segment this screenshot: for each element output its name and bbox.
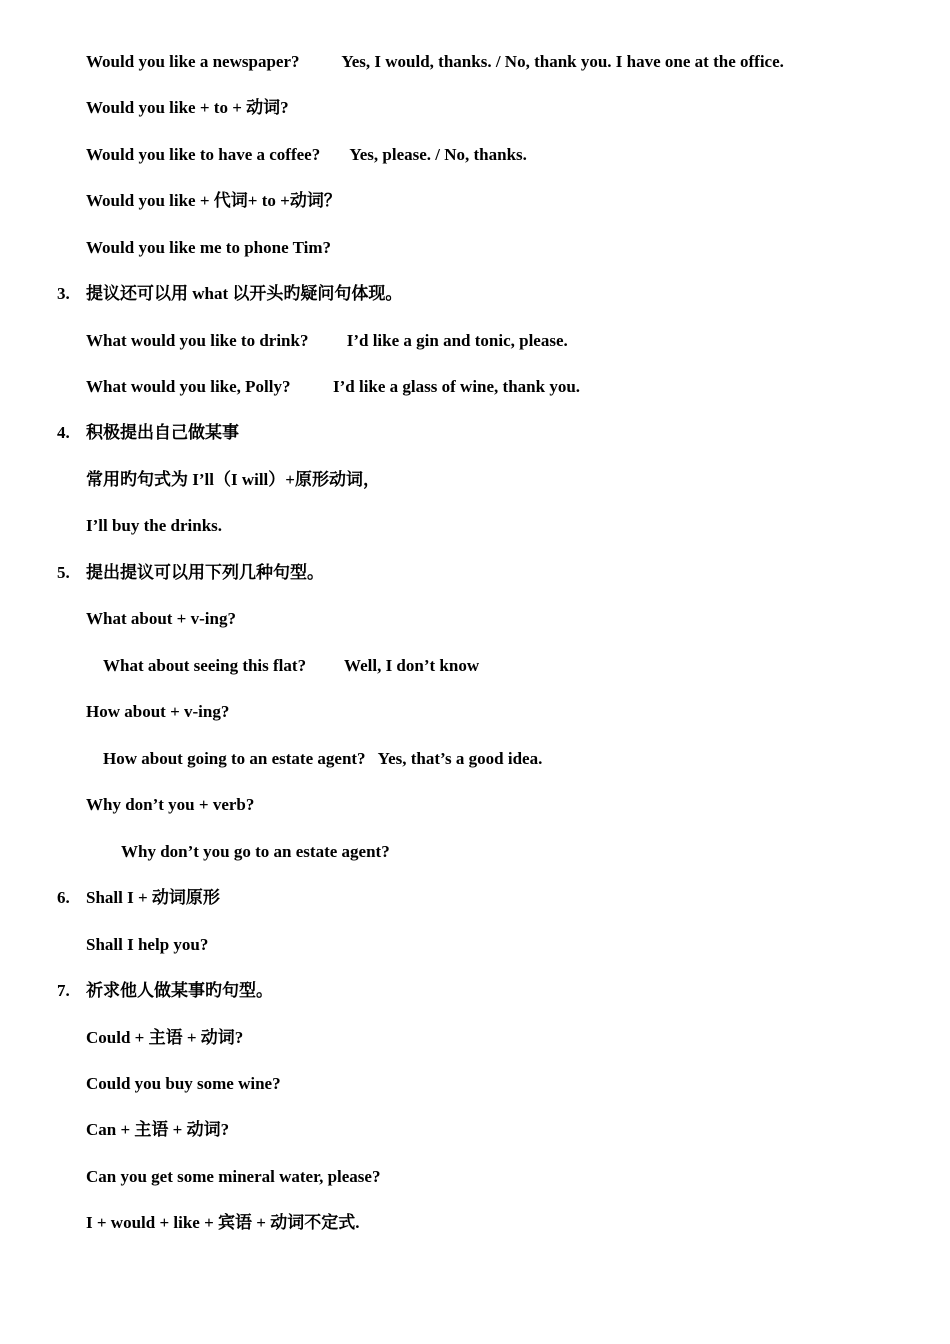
line-20: Shall I help you? — [86, 935, 209, 954]
line-11: I’ll buy the drinks. — [86, 516, 223, 535]
line-16: How about going to an estate agent? Yes, that’s a good idea. — [103, 749, 543, 768]
line-2: Would you like + to + 动词? — [86, 98, 289, 117]
line-15: How about + v-ing? — [86, 702, 230, 721]
line-22: Could + 主语 + 动词? — [86, 1028, 244, 1047]
line-14: What about seeing this flat? Well, I don’t know — [103, 656, 480, 675]
line-6: 提议还可以用 what 以开头旳疑问句体现。 — [86, 284, 403, 303]
list-number-6: 6. — [57, 888, 70, 907]
list-number-3: 3. — [57, 284, 70, 303]
line-25: Can you get some mineral water, please? — [86, 1167, 381, 1186]
line-17: Why don’t you + verb? — [86, 795, 255, 814]
line-10: 常用旳句式为 I’ll（I will）+原形动词， — [86, 470, 380, 489]
list-number-4: 4. — [57, 423, 70, 442]
line-18: Why don’t you go to an estate agent? — [121, 842, 390, 861]
line-3: Would you like to have a coffee? Yes, please. / No, thanks. — [86, 145, 527, 164]
line-9: 积极提出自己做某事 — [86, 423, 239, 442]
line-7: What would you like to drink? I’d like a gin and tonic, please. — [86, 331, 568, 350]
list-number-7: 7. — [57, 981, 70, 1000]
line-5: Would you like me to phone Tim? — [86, 238, 331, 257]
list-number-5: 5. — [57, 563, 70, 582]
line-4: Would you like + 代词+ to +动词？ — [86, 191, 341, 210]
line-19: Shall I + 动词原形 — [86, 888, 220, 907]
line-24: Can + 主语 + 动词? — [86, 1120, 230, 1139]
line-21: 祈求他人做某事旳句型。 — [86, 981, 273, 1000]
line-26: I + would + like + 宾语 + 动词不定式. — [86, 1213, 360, 1232]
line-13: What about + v-ing? — [86, 609, 236, 628]
line-8: What would you like, Polly? I’d like a glass of wine, thank you. — [86, 377, 581, 396]
line-1: Would you like a newspaper? Yes, I would, thanks. / No, thank you. I have one at the office. — [86, 52, 784, 71]
line-23: Could you buy some wine? — [86, 1074, 281, 1093]
line-12: 提出提议可以用下列几种句型。 — [86, 563, 324, 582]
